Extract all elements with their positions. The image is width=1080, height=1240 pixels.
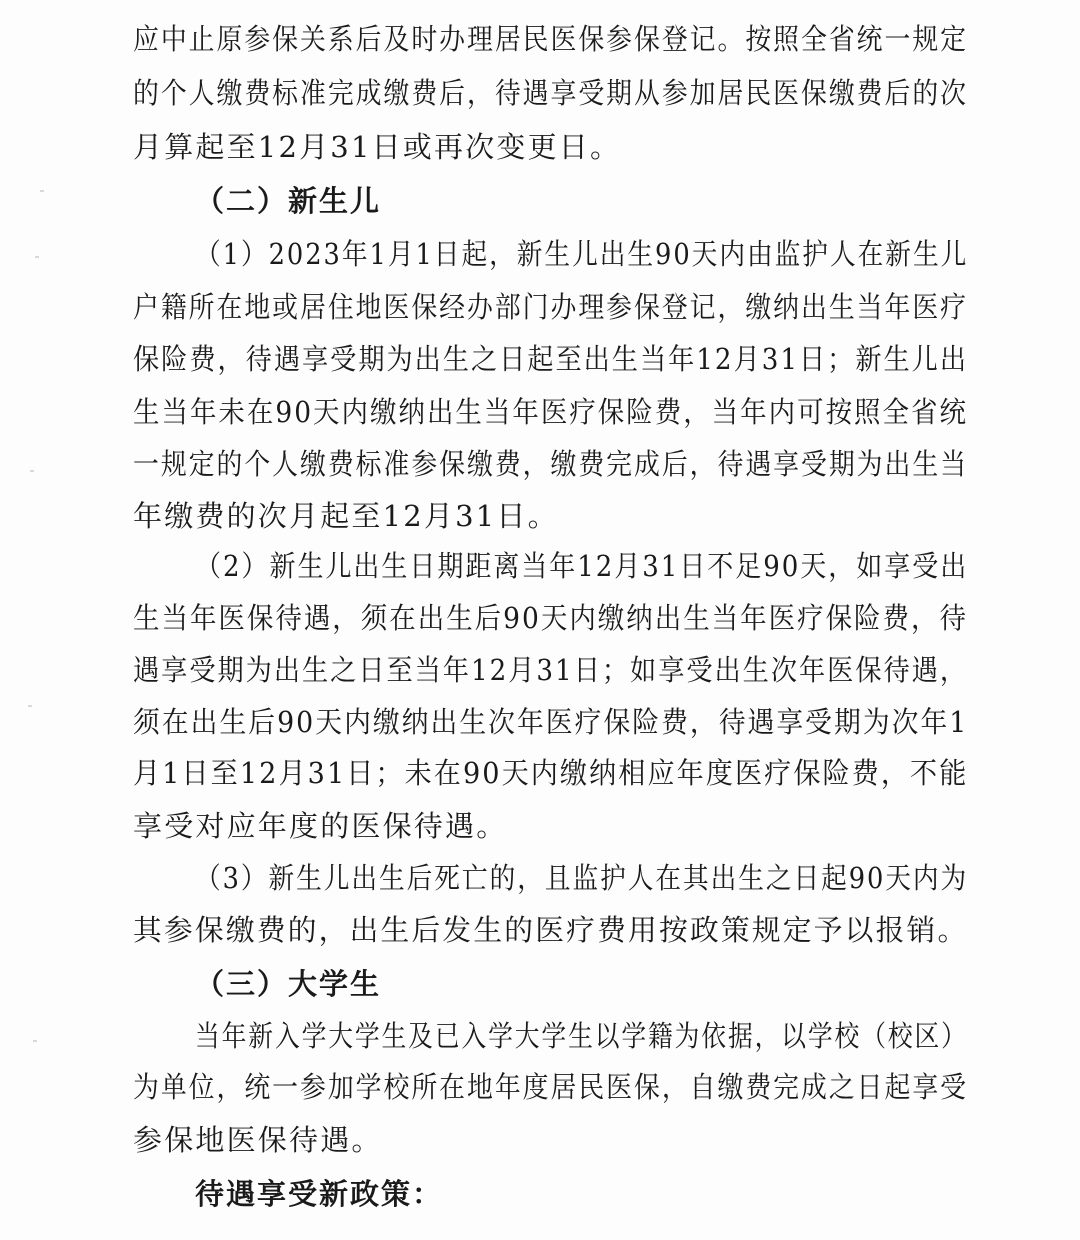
- text-line: 的个人缴费标准完成缴费后，待遇享受期从参加居民医保缴费后的次: [133, 76, 969, 110]
- text-line: 参保地医保待遇。: [133, 1123, 383, 1157]
- scan-speck: [30, 470, 34, 472]
- text-line: 户籍所在地或居住地医保经办部门办理参保登记，缴纳出生当年医疗: [133, 290, 969, 324]
- text-line: 保险费，待遇享受期为出生之日起至出生当年12月31日；新生儿出: [133, 342, 969, 376]
- text-line: 年缴费的次月起至12月31日。: [133, 499, 559, 533]
- text-line: 其参保缴费的，出生后发生的医疗费用按政策规定予以报销。: [133, 913, 969, 947]
- text-line: 须在出生后90天内缴纳出生次年医疗保险费，待遇享受期为次年1: [133, 705, 969, 739]
- scan-speck: [40, 190, 44, 192]
- paragraph-start: 当年新入学大学生及已入学大学生以学籍为依据，以学校（校区）: [195, 1019, 968, 1053]
- text-line: 享受对应年度的医保待遇。: [133, 809, 508, 843]
- text-line: 一规定的个人缴费标准参保缴费，缴费完成后，待遇享受期为出生当: [133, 447, 969, 481]
- text-line: 生当年医保待遇，须在出生后90天内缴纳出生当年医疗保险费，待: [133, 601, 968, 635]
- text-line: 月算起至12月31日或再次变更日。: [133, 130, 622, 164]
- paragraph-start: （2）新生儿出生日期距离当年12月31日不足90天，如享受出: [195, 549, 969, 583]
- section-heading-new-policy: 待遇享受新政策：: [195, 1177, 444, 1211]
- scan-speck: [35, 256, 39, 258]
- text-line: 遇享受期为出生之日至当年12月31日；如享受出生次年医保待遇，: [133, 653, 969, 687]
- paragraph-start: （3）新生儿出生后死亡的，且监护人在其出生之日起90天内为: [195, 861, 969, 895]
- paragraph-start: （1）2023年1月1日起，新生儿出生90天内由监护人在新生儿: [195, 237, 969, 271]
- text-line: 生当年未在90天内缴纳出生当年医疗保险费，当年内可按照全省统: [133, 395, 968, 429]
- section-heading-newborn: （二）新生儿: [195, 184, 382, 218]
- scan-speck: [28, 705, 32, 707]
- scan-speck: [33, 1040, 37, 1042]
- text-line: 月1日至12月31日；未在90天内缴纳相应年度医疗保险费，不能: [133, 756, 969, 790]
- section-heading-university: （三）大学生: [195, 967, 382, 1001]
- text-line: 应中止原参保关系后及时办理居民医保参保登记。按照全省统一规定: [133, 22, 969, 56]
- text-line: 为单位，统一参加学校所在地年度居民医保，自缴费完成之日起享受: [133, 1070, 969, 1104]
